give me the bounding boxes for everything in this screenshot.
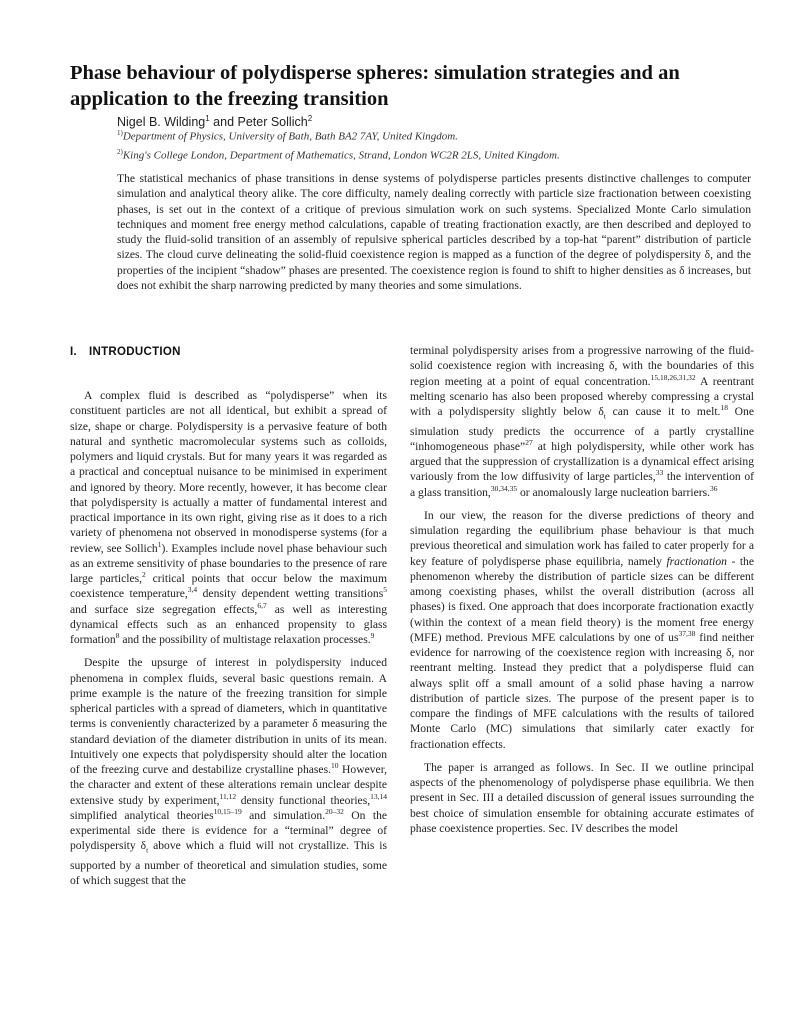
author-separator: and bbox=[209, 115, 238, 130]
paper-title: Phase behaviour of polydisperse spheres: simulation strategies and an application to the freezing transition bbox=[70, 62, 680, 110]
text: - the phenomenon whereby the distribution of particle sizes can be different among coexisting phases, whilst the overall distribution (across all phases) is fixed. One approach that does incorporate fractionation exactly (within the context of a mean field theory) is the moment free energy (MFE) method. Previous MFE calculations by one of us bbox=[410, 554, 754, 644]
section-number: I. bbox=[70, 346, 77, 358]
text: terminal polydispersity arises from a progressive narrowing of the fluid-solid coexistence region with increasing δ, with the boundaries of this region meeting at a point of equal concentration. bbox=[410, 344, 754, 388]
citation[interactable]: 9 bbox=[370, 631, 375, 641]
affiliations bbox=[117, 126, 717, 163]
citation[interactable]: 18 bbox=[720, 403, 728, 413]
affiliation-mark: 1 bbox=[205, 114, 210, 123]
affiliation-mark: 2 bbox=[307, 114, 313, 123]
text: On the experimental side there is evidence for a “terminal” degree of polydispersity δ bbox=[70, 808, 388, 853]
text: at high polydispersity, while other work has argued that the suppression of crystallization is a dynamical effect arising variously from the low diffusivity of large particles, bbox=[410, 439, 754, 484]
text: can cause it to melt. bbox=[605, 405, 721, 418]
paragraph bbox=[70, 388, 387, 647]
emphasis: fractionation bbox=[666, 554, 727, 568]
citation[interactable]: 33 bbox=[655, 468, 664, 478]
affiliation-mark: 2) bbox=[117, 147, 123, 156]
text: In our view, the reason for the diverse predictions of theory and simulation regarding the equilibrium phase behaviour is that much previous theoretical and simulation work has failed to cater properly for a key feature of polydisperse phase equilibria, namely bbox=[410, 508, 754, 568]
text: The paper is arranged as follows. In Sec. II we outline principal aspects of the phenomenology of polydisperse phase equilibria. We then present in Sec. III a detailed discussion of general issues surrounding the best choice of simulation ensemble for obtaining accurate estimates of phase coexistence properties. Sec. IV describes the model bbox=[410, 760, 754, 835]
text: the intervention of a glass transition, bbox=[410, 470, 754, 499]
affiliation bbox=[117, 145, 567, 164]
text: A complex fluid is described as “polydisperse” when its constituent particles are not all identical, but exhibit a spread of size, shape or charge. Polydispersity is a pervasive feature of both natural and synthetic macromolecular systems such as colloids, polymers and liquid crystals. But for many years it was regarded as a practical and conceptual nuisance to be minimised in experiment and ignored by theory. More recently, however, it has become clear that polydispersity is actually a matter of fundamental interest and practical importance in its own right, giving rise as it does to a rich variety of phenomena not observed in monodisperse systems (for a review, see Sollich bbox=[70, 389, 387, 555]
paragraph bbox=[410, 760, 754, 836]
citation[interactable]: 36 bbox=[710, 483, 718, 493]
citation[interactable]: 13,14 bbox=[370, 791, 387, 801]
citation[interactable]: 10 bbox=[330, 761, 339, 771]
citation[interactable]: 10,15–19 bbox=[213, 806, 242, 816]
text: above which a fluid will not crystallize. This is supported by a number of theoretical and simulation studies, some of which suggest that the bbox=[70, 839, 387, 888]
text: critical points that occur below the maximum coexistence temperature, bbox=[70, 572, 387, 601]
right-column bbox=[410, 343, 754, 844]
subscript: t bbox=[603, 411, 606, 421]
citation[interactable]: 1 bbox=[157, 539, 162, 549]
citation[interactable]: 11,12 bbox=[219, 791, 237, 801]
citation[interactable]: 8 bbox=[115, 631, 120, 641]
paragraph bbox=[410, 508, 754, 752]
author-name: Peter Sollich bbox=[237, 115, 308, 130]
text: density dependent wetting transitions bbox=[197, 587, 384, 601]
text: as well as interesting dynamical effects such as an enhanced propensity to glass formation bbox=[70, 602, 387, 646]
text: and surface size segregation effects, bbox=[70, 602, 258, 616]
text: One simulation study predicts the occurrence of a partly crystalline “inhomogeneous phase” bbox=[410, 405, 755, 453]
citation[interactable]: 37,38 bbox=[678, 628, 696, 638]
citation[interactable]: 6,7 bbox=[257, 600, 267, 610]
text: Despite the upsurge of interest in polydispersity induced phenomena in complex fluids, several basic questions remain. A prime example is the nature of the freezing transition for simple spherical particles with a spread of diameters, which in quantitative terms is conveniently characterized by a parameter δ measuring the standard deviation of the diameter distribution in units of its mean. Intuitively one expects that polydispersity should alter the location of the freezing curve and destabilize crystalline phases. bbox=[70, 656, 387, 776]
citation[interactable]: 3,4 bbox=[187, 585, 198, 595]
citation[interactable]: 27 bbox=[525, 437, 533, 447]
left-column bbox=[70, 344, 387, 896]
paragraph bbox=[70, 655, 387, 888]
citation[interactable]: 5 bbox=[383, 585, 387, 595]
affiliation bbox=[117, 126, 717, 145]
author-name: Nigel B. Wilding bbox=[117, 115, 206, 130]
citation[interactable]: 30,34,35 bbox=[490, 483, 518, 493]
text: density functional theories, bbox=[236, 793, 371, 807]
citation[interactable]: 15,18,26,31,32 bbox=[650, 372, 696, 382]
text: and simulation. bbox=[241, 808, 326, 822]
citation[interactable]: 20–32 bbox=[325, 806, 344, 816]
abstract: The statistical mechanics of phase transitions in dense systems of polydisperse particles presents distinctive challenges to computer simulation and analytical theory alike. The core difficulty, namely dealing correctly with particle size fractionation between coexisting phases, is set out in the context of a critique of previous simulation work on such systems. Specialized Monte Carlo simulation techniques and moment free energy method calculations, capable of treating fractionation exactly, are then described and deployed to study the fluid-solid transition of an assembly of repulsive spherical particles described by a top-hat “parent” distribution of particle sizes. The cloud curve delineating the solid-fluid coexistence region is mapped as a function of the degree of polydispersity δ, and the properties of the incipient “shadow” phases are presented. The coexistence region is found to shift to higher densities as δ increases, but does not exhibit the sharp narrowing predicted by many theories and some simulations. bbox=[117, 172, 751, 292]
paragraph bbox=[410, 343, 754, 500]
text: ). Examples include novel phase behaviour such as an extreme sensitivity of phase boundaries to the presence of rare large particles, bbox=[70, 541, 387, 585]
text: A reentrant melting scenario has also been proposed whereby compressing a crystal with a polydispersity slightly below δ bbox=[410, 374, 754, 418]
citation[interactable]: 2 bbox=[142, 570, 146, 580]
affiliation-text: Department of Physics, University of Bath, Bath BA2 7AY, United Kingdom. bbox=[122, 130, 458, 143]
text: or anomalously large nucleation barriers. bbox=[517, 485, 711, 499]
text: However, the character and extent of these alterations remain unclear despite extensive study by experiment, bbox=[70, 763, 387, 807]
affiliation-text: King's College London, Department of Mathematics, Strand, London WC2R 2LS, United Kingdom. bbox=[122, 149, 560, 162]
subscript: t bbox=[146, 845, 149, 855]
section-title: INTRODUCTION bbox=[89, 346, 181, 358]
text: simplified analytical theories bbox=[70, 808, 214, 822]
affiliation-mark: 1) bbox=[117, 129, 123, 137]
text: find neither evidence for narrowing of the coexistence region with increasing δ, nor reentrant melting. Instead they predict that a polydisperse fluid can always split off a small amount of a solid phase having a narrow distribution of particle sizes. The purpose of the present paper is to compare the findings of MFE calculations with the results of tailored Monte Carlo (MC) simulations that similarly cater exactly for fractionation effects. bbox=[410, 630, 754, 751]
text: and the possibility of multistage relaxation processes. bbox=[119, 633, 371, 646]
section-heading bbox=[70, 344, 387, 360]
